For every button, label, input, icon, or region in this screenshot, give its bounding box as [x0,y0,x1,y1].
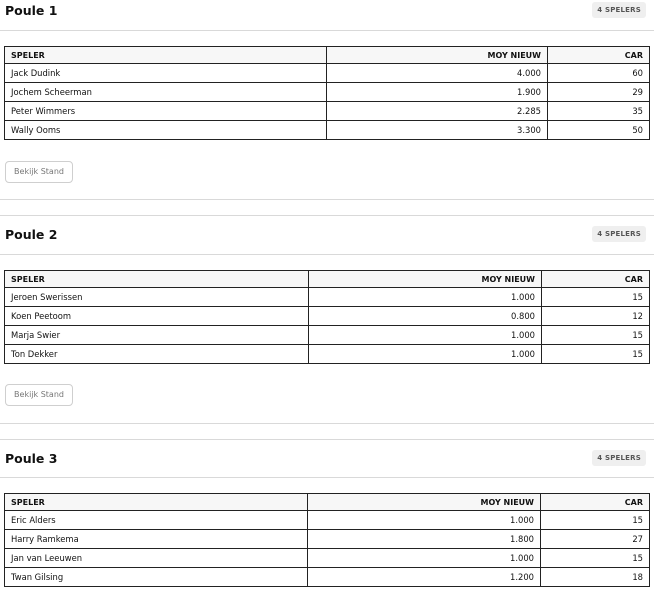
player-car: 29 [548,83,650,102]
table-row[interactable] [5,511,650,530]
divider [0,199,654,200]
table-row[interactable] [5,307,650,326]
player-car: 15 [542,326,650,345]
column-header-player[interactable]: SPELER [5,494,308,511]
table-row[interactable] [5,288,650,307]
column-header-player[interactable]: SPELER [5,47,327,64]
table-row[interactable] [5,102,650,121]
divider [0,215,654,216]
player-name: Ton Dekker [5,345,309,364]
divider [0,477,654,478]
table-row[interactable] [5,326,650,345]
table-header-row [5,47,650,64]
player-car: 15 [542,345,650,364]
player-car: 35 [548,102,650,121]
player-moy: 1.000 [308,511,541,530]
player-moy: 1.000 [309,288,542,307]
divider [0,30,654,31]
player-name: Marja Swier [5,326,309,345]
player-name: Jan van Leeuwen [5,549,308,568]
player-name: Jochem Scheerman [5,83,327,102]
player-car: 18 [541,568,650,587]
player-moy: 1.200 [308,568,541,587]
player-car: 15 [541,549,650,568]
players-table [4,270,650,364]
player-car: 15 [542,288,650,307]
player-moy: 1.000 [309,326,542,345]
player-name: Harry Ramkema [5,530,308,549]
player-name: Eric Alders [5,511,308,530]
table-row[interactable] [5,549,650,568]
player-count-badge: 4 SPELERS [592,450,646,466]
column-header-moy[interactable]: MOY NIEUW [309,271,542,288]
table-row[interactable] [5,345,650,364]
player-car: 60 [548,64,650,83]
table-row[interactable] [5,121,650,140]
player-name: Jack Dudink [5,64,327,83]
column-header-moy[interactable]: MOY NIEUW [308,494,541,511]
player-name: Peter Wimmers [5,102,327,121]
player-car: 27 [541,530,650,549]
player-car: 50 [548,121,650,140]
column-header-player[interactable]: SPELER [5,271,309,288]
table-row[interactable] [5,568,650,587]
divider [0,423,654,424]
poule-header [0,448,654,478]
player-count-badge: 4 SPELERS [592,226,646,242]
player-moy: 1.800 [308,530,541,549]
poule-header [0,0,654,30]
player-moy: 1.900 [327,83,548,102]
poule-title: Poule 1 [5,3,58,18]
player-moy: 3.300 [327,121,548,140]
column-header-car[interactable]: CAR [542,271,650,288]
poule-title: Poule 3 [5,451,58,466]
player-name: Jeroen Swerissen [5,288,309,307]
player-name: Koen Peetoom [5,307,309,326]
view-standings-button[interactable]: Bekijk Stand [5,161,73,183]
players-table [4,46,650,140]
player-moy: 0.800 [309,307,542,326]
player-car: 15 [541,511,650,530]
poule-title: Poule 2 [5,227,58,242]
players-table [4,493,650,587]
player-count-badge: 4 SPELERS [592,2,646,18]
poule-3-section [0,448,654,602]
divider [0,439,654,440]
player-name: Wally Ooms [5,121,327,140]
poule-header [0,224,654,254]
player-moy: 1.000 [309,345,542,364]
table-header-row [5,494,650,511]
player-name: Twan Gilsing [5,568,308,587]
column-header-car[interactable]: CAR [541,494,650,511]
view-standings-button[interactable]: Bekijk Stand [5,384,73,406]
player-car: 12 [542,307,650,326]
column-header-car[interactable]: CAR [548,47,650,64]
table-row[interactable] [5,64,650,83]
player-moy: 2.285 [327,102,548,121]
table-row[interactable] [5,83,650,102]
player-moy: 4.000 [327,64,548,83]
table-header-row [5,271,650,288]
player-moy: 1.000 [308,549,541,568]
poule-2-section [0,224,654,424]
poule-1-section [0,0,654,200]
column-header-moy[interactable]: MOY NIEUW [327,47,548,64]
table-row[interactable] [5,530,650,549]
divider [0,254,654,255]
